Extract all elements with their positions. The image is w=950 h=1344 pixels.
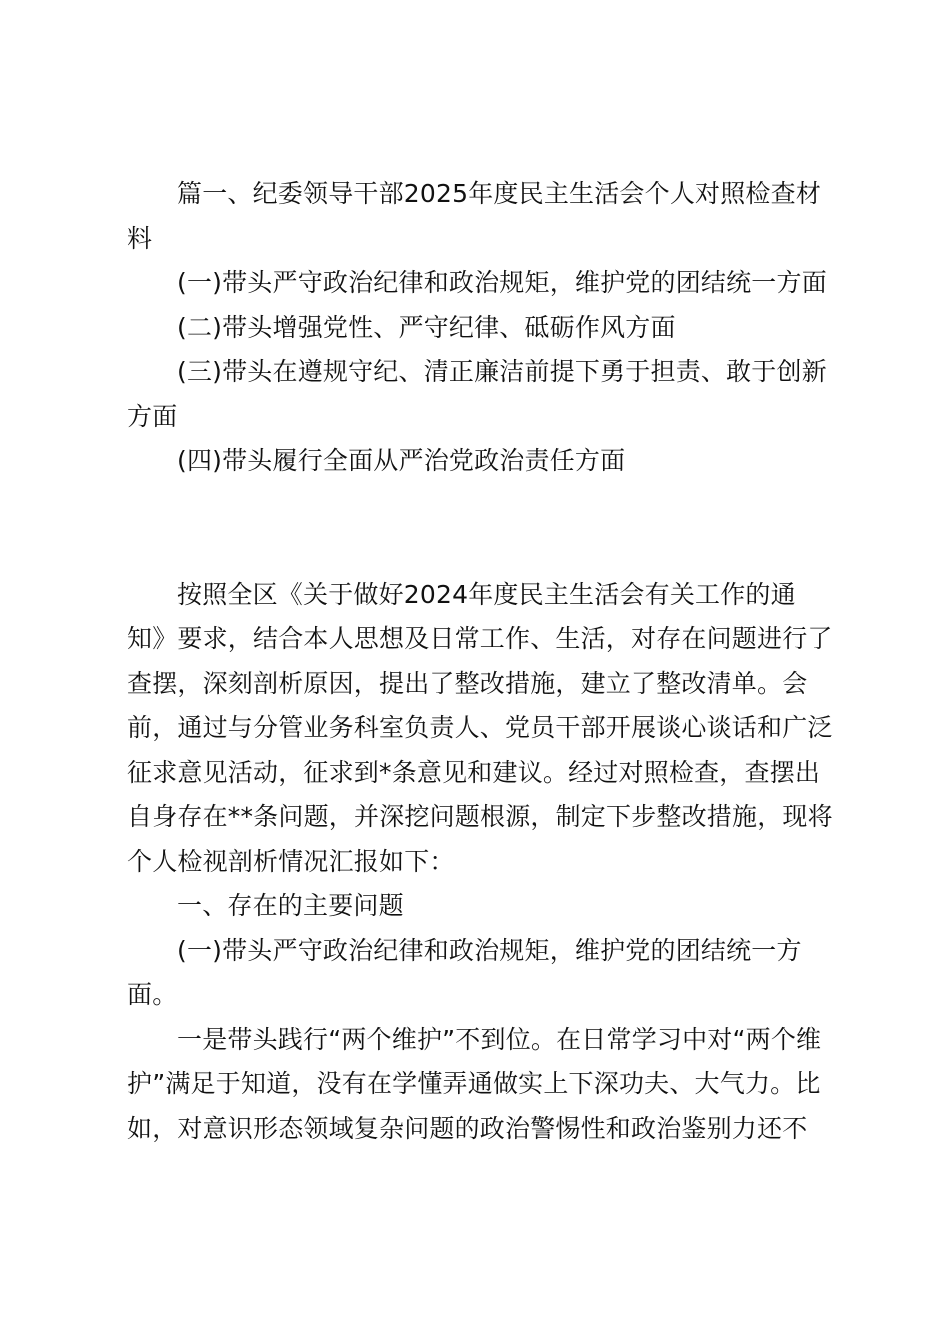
outline-item-3: (三)带头在遵规守纪、清正廉洁前提下勇于担责、敢于创新方面 (127, 357, 827, 431)
document-content (127, 172, 833, 1151)
outline-item-4: (四)带头履行全面从严治党政治责任方面 (177, 446, 626, 475)
outline-item-1: (一)带头严守政治纪律和政治规矩，维护党的团结统一方面 (177, 268, 827, 297)
document-title: 篇一、纪委领导干部2025年度民主生活会个人对照检查材料 (127, 179, 822, 253)
body-paragraph: 一是带头践行“两个维护”不到位。在日常学习中对“两个维护”满足于知道，没有在学懂弄通做实上下深功夫、大气力。比如，对意识形态领域复杂问题的政治警惕性和政治鉴别力还不 (127, 1024, 822, 1143)
intro-paragraph: 按照全区《关于做好2024年度民主生活会有关工作的通知》要求，结合本人思想及日常工作、生活，对存在问题进行了查摆，深刻剖析原因，提出了整改措施，建立了整改清单。会前，通过与分管业务科室负责人、党员干部开展谈心谈话和广泛征求意见活动，征求到*条意见和建议。经过对照检查，查摆出自身存在**条问题，并深挖问题根源，制定下步整改措施，现将个人检视剖析情况汇报如下： (127, 579, 833, 876)
section-spacer (127, 484, 833, 573)
outline-item-2: (二)带头增强党性、严守纪律、砥砺作风方面 (177, 312, 676, 342)
subsection-heading: (一)带头严守政治纪律和政治规矩，维护党的团结统一方面。 (127, 935, 802, 1009)
section-heading: 一、存在的主要问题 (177, 891, 404, 920)
